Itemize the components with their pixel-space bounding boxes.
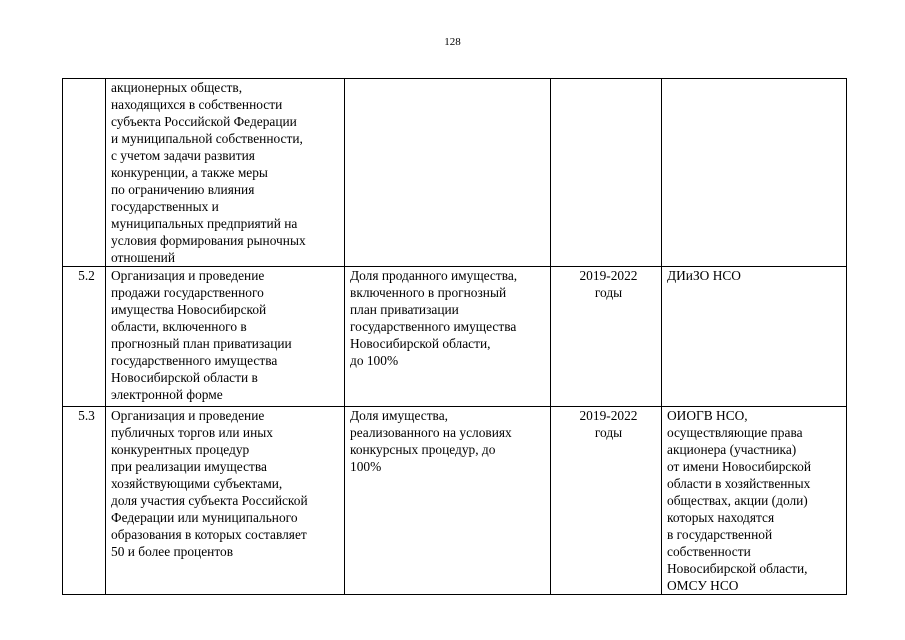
period-cell: 2019-2022 годы bbox=[551, 267, 662, 407]
indicator-cell: Доля проданного имущества, включенного в прогнозный план приватизации государственного имущества Новосибирской области, до 100% bbox=[345, 267, 551, 407]
responsible-cell: ДИиЗО НСО bbox=[662, 267, 847, 407]
row-number-cell bbox=[63, 79, 106, 267]
action-cell: Организация и проведение продажи государственного имущества Новосибирской области, включенного в прогнозный план приватизации государственного имущества Новосибирской области в электронной форме bbox=[106, 267, 345, 407]
responsible-cell bbox=[662, 79, 847, 267]
responsible-cell: ОИОГВ НСО, осуществляющие права акционера (участника) от имени Новосибирской области в хозяйственных обществах, акции (доли) которых находятся в государственной собственности Новосибирской области, ОМСУ НСО bbox=[662, 407, 847, 595]
page-number: 128 bbox=[444, 36, 461, 48]
action-cell: Организация и проведение публичных торгов или иных конкурентных процедур при реализации имущества хозяйствующими субъектами, доля участия субъекта Российской Федерации или муниципального образования в которых составляет 50 и более процентов bbox=[106, 407, 345, 595]
table-row bbox=[63, 407, 847, 595]
measures-table bbox=[62, 78, 847, 595]
indicator-cell bbox=[345, 79, 551, 267]
row-number-cell: 5.3 bbox=[63, 407, 106, 595]
row-number-cell: 5.2 bbox=[63, 267, 106, 407]
table-row bbox=[63, 267, 847, 407]
indicator-cell: Доля имущества, реализованного на условиях конкурсных процедур, до 100% bbox=[345, 407, 551, 595]
period-cell bbox=[551, 79, 662, 267]
action-cell: акционерных обществ, находящихся в собственности субъекта Российской Федерации и муниципальной собственности, с учетом задачи развития конкуренции, а также меры по ограничению влияния государственных и муниципальных предприятий на условия формирования рыночных отношений bbox=[106, 79, 345, 267]
table-row bbox=[63, 79, 847, 267]
period-cell: 2019-2022 годы bbox=[551, 407, 662, 595]
